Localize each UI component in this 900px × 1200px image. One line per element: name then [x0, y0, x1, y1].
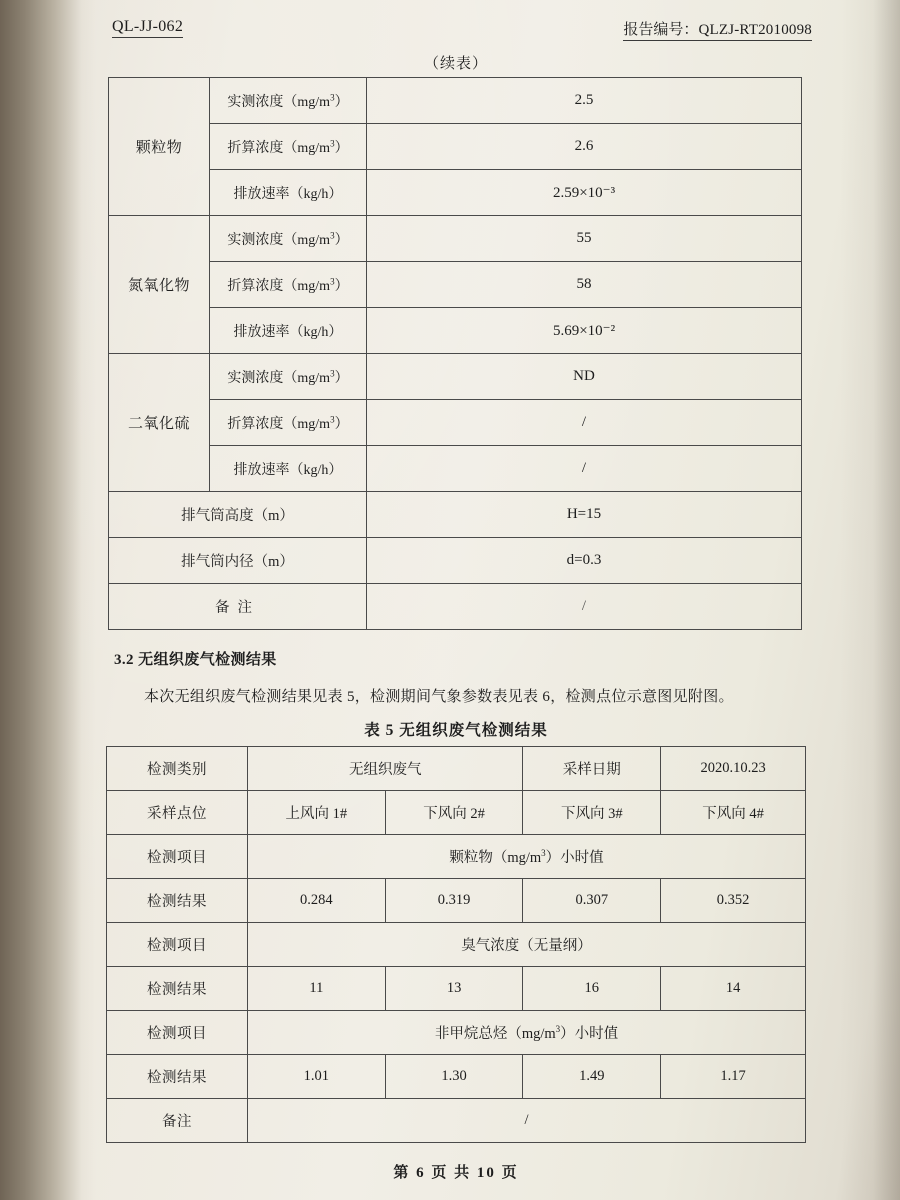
- item-converted-concentration: 折算浓度$(mg/m^3)$: [210, 400, 367, 446]
- label-result: 检测结果: [107, 1055, 248, 1099]
- result-cell: 16: [523, 967, 661, 1011]
- value-cell: 2.6: [367, 124, 802, 170]
- item-measured-concentration: 实测浓度$(mg/m^3)$: [210, 78, 367, 124]
- value-cell: 2.59×10⁻³: [367, 170, 802, 216]
- table-row: [109, 538, 802, 584]
- value-cell: 58: [367, 262, 802, 308]
- result-cell: 1.30: [385, 1055, 523, 1099]
- label-item: 检测项目: [107, 923, 248, 967]
- remark-value: /: [248, 1099, 806, 1143]
- table-row: [107, 1011, 806, 1055]
- label-item: 检测项目: [107, 835, 248, 879]
- item-particulate: 颗粒物$(mg/m^3)$小时值: [248, 835, 806, 879]
- table-row: [109, 492, 802, 538]
- section-paragraph: 本次无组织废气检测结果见表 5，检测期间气象参数表见表 6，检测点位示意图见附图。: [144, 689, 734, 705]
- table-row: [109, 170, 802, 216]
- table-row: [109, 262, 802, 308]
- value-cell: 2.5: [367, 78, 802, 124]
- stack-gas-continued-table: [108, 77, 802, 630]
- remark-value: /: [367, 584, 802, 630]
- table-row: [109, 78, 802, 124]
- fugitive-gas-results-table: [106, 746, 806, 1143]
- category-value: 无组织废气: [248, 747, 523, 791]
- result-cell: 1.17: [661, 1055, 806, 1099]
- page-header: [100, 18, 812, 44]
- item-converted-concentration: 折算浓度$(mg/m^3)$: [210, 124, 367, 170]
- category-so2: 二氧化硫: [109, 354, 210, 492]
- category-particulate: 颗粒物: [109, 78, 210, 216]
- table-row: [109, 400, 802, 446]
- table-row: [107, 923, 806, 967]
- category-nox: 氮氧化物: [109, 216, 210, 354]
- table-row: [107, 747, 806, 791]
- value-cell: ND: [367, 354, 802, 400]
- table-row: [109, 216, 802, 262]
- section-title: 3.2 无组织废气检测结果: [114, 652, 277, 668]
- table-row: [107, 879, 806, 923]
- table-row: [107, 835, 806, 879]
- sampling-date-label: 采样日期: [523, 747, 661, 791]
- document-code: QL-JJ-062: [112, 18, 183, 38]
- label-sample-point: 采样点位: [107, 791, 248, 835]
- report-number-label: 报告编号：: [623, 22, 699, 38]
- table-row: [107, 791, 806, 835]
- label-remark: 备注: [107, 1099, 248, 1143]
- report-number: [623, 18, 812, 41]
- stack-diameter-value: d=0.3: [367, 538, 802, 584]
- sample-point-3: 下风向 3#: [523, 791, 661, 835]
- result-cell: 14: [661, 967, 806, 1011]
- label-result: 检测结果: [107, 879, 248, 923]
- item-measured-concentration: 实测浓度$(mg/m^3)$: [210, 216, 367, 262]
- item-odor: 臭气浓度（无量纲）: [248, 923, 806, 967]
- value-cell: 5.69×10⁻²: [367, 308, 802, 354]
- item-measured-concentration: 实测浓度$(mg/m^3)$: [210, 354, 367, 400]
- item-emission-rate: 排放速率（kg/h）: [210, 446, 367, 492]
- item-converted-concentration: 折算浓度$(mg/m^3)$: [210, 262, 367, 308]
- result-cell: 0.307: [523, 879, 661, 923]
- sample-point-2: 下风向 2#: [385, 791, 523, 835]
- report-number-value: QLZJ-RT2010098: [698, 22, 812, 38]
- table-row: [109, 446, 802, 492]
- stack-diameter-label: 排气筒内径（m）: [109, 538, 367, 584]
- table-row: [109, 354, 802, 400]
- table-row: [109, 124, 802, 170]
- page-footer: 第 6 页 共 10 页: [393, 1165, 519, 1181]
- result-cell: 1.49: [523, 1055, 661, 1099]
- label-category: 检测类别: [107, 747, 248, 791]
- result-cell: 13: [385, 967, 523, 1011]
- item-emission-rate: 排放速率（kg/h）: [210, 170, 367, 216]
- sample-point-4: 下风向 4#: [661, 791, 806, 835]
- result-cell: 11: [248, 967, 386, 1011]
- continued-table-label: （续表）: [423, 56, 488, 72]
- result-cell: 1.01: [248, 1055, 386, 1099]
- table-row: [109, 308, 802, 354]
- table-row: [107, 967, 806, 1011]
- value-cell: 55: [367, 216, 802, 262]
- result-cell: 0.319: [385, 879, 523, 923]
- sampling-date-value: 2020.10.23: [661, 747, 806, 791]
- value-cell: /: [367, 400, 802, 446]
- document-sheet: [100, 18, 812, 1186]
- label-result: 检测结果: [107, 967, 248, 1011]
- table-row: [107, 1099, 806, 1143]
- table-row: [109, 584, 802, 630]
- remark-label: 备注: [109, 584, 367, 630]
- item-nmhc: 非甲烷总烃$(mg/m^3)$小时值: [248, 1011, 806, 1055]
- sample-point-1: 上风向 1#: [248, 791, 386, 835]
- table5-title: 表 5 无组织废气检测结果: [364, 722, 548, 739]
- label-item: 检测项目: [107, 1011, 248, 1055]
- stack-height-label: 排气筒高度（m）: [109, 492, 367, 538]
- table-row: [107, 1055, 806, 1099]
- item-emission-rate: 排放速率（kg/h）: [210, 308, 367, 354]
- result-cell: 0.352: [661, 879, 806, 923]
- result-cell: 0.284: [248, 879, 386, 923]
- value-cell: /: [367, 446, 802, 492]
- stack-height-value: H=15: [367, 492, 802, 538]
